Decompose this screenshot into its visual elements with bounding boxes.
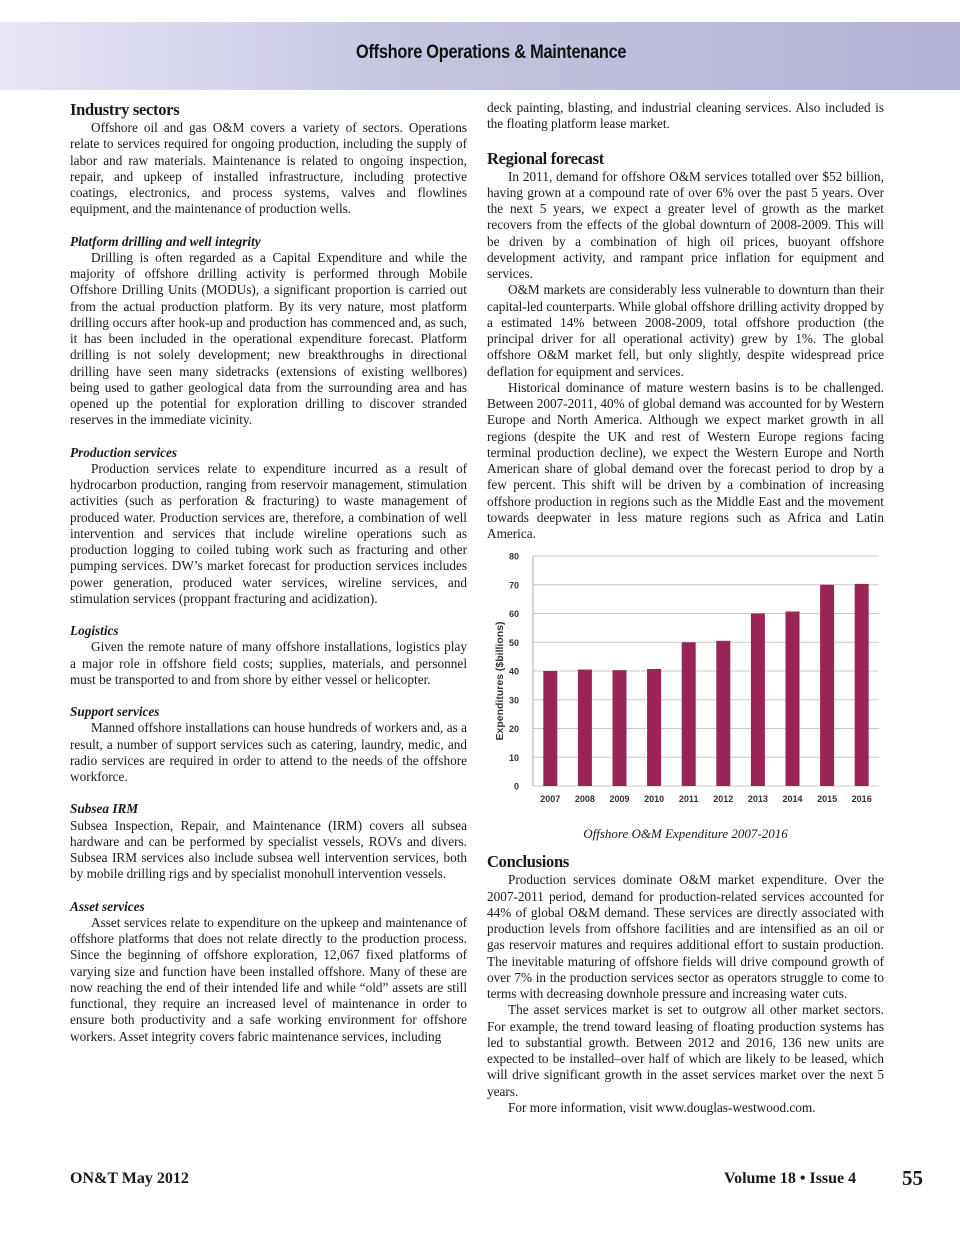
bar-2010: [647, 669, 661, 786]
y-axis-label: Expenditures ($billions): [494, 621, 506, 741]
x-tick-label: 2012: [713, 794, 734, 805]
paragraph-production: Production services relate to expenditure incurred as a result of hydrocarbon production, ranging from reservoir management, stimulation activities (such as perforation & fracturing) to waste management of produced water. Production services are, therefore, a combination of well intervention and services that include wireline operations such as production logging to coiled tubing work such as fracturing and other pumping services. DW’s market forecast for production services includes power generation, produced water services, wireline services, and stimulation services (proppant fracturing and acidization).: [70, 460, 467, 606]
paragraph-conclusions-1: Production services dominate O&M market expenditure. Over the 2007-2011 period, demand for production-related services accounted for 44% of global O&M demand. These services are directly associated with production levels from offshore facilities and are intensified as an oil or gas reservoir matures and requires additional effort to sustain production. The inevitable maturing of offshore fields will drive compound growth of over 7% in the production services sector as operators struggle to come to terms with decreasing downhole pressure and increasing water cuts.: [487, 872, 884, 1001]
bar-2009: [613, 670, 627, 786]
paragraph-logistics: Given the remote nature of many offshore installations, logistics play a major role in offshore field costs; supplies, materials, and personnel must be transported to and from shore by either vessel or helicopter.: [70, 639, 467, 687]
paragraph-subsea: Subsea Inspection, Repair, and Maintenance (IRM) covers all subsea hardware and can be performed by specialist vessels, ROVs and divers. Subsea IRM services also include subsea well intervention services, both by mobile drilling rigs and by specialist monohull intervention vessels.: [70, 817, 467, 882]
x-tick-label: 2015: [817, 794, 838, 805]
bar-2007: [543, 671, 557, 786]
heading-conclusions: Conclusions: [487, 852, 569, 872]
footer-volume: Volume 18 • Issue 4: [724, 1170, 857, 1187]
right-column: [487, 100, 884, 1116]
heading-production-services: Production services: [70, 444, 178, 460]
paragraph-regional-2: O&M markets are considerably less vulnerable to downturn than their capital-led counterparts. While global offshore drilling activity dropped by a estimated 14% between 2008-2009, total offshore production (the principal driver for all operational activity) grew by 1%. The global offshore O&M market fell, but only slightly, despite widespread price deflation for equipment and services.: [487, 282, 884, 379]
x-tick-label: 2008: [574, 794, 595, 805]
x-tick-label: 2010: [644, 794, 665, 805]
chart-caption: Offshore O&M Expenditure 2007-2016: [583, 826, 788, 842]
y-tick-label: 70: [508, 580, 519, 591]
page-number: 55: [902, 1166, 923, 1190]
x-tick-label: 2014: [782, 794, 803, 805]
heading-support-services: Support services: [70, 704, 160, 719]
paragraph-regional-3: Historical dominance of mature western basins is to be challenged. Between 2007-2011, 40% of global demand was accounted for by Western Europe and North America. Although we expect market growth in all regions (despite the UK and rest of Western Europe regions facing terminal production decline), we expect the Western Europe and North American share of global demand over the forecast period to drop by a few percent. This shift will be driven by a combination of increasing offshore production in regions such as the Middle East and the movement towards deepwater in less mature regions such as Africa and Latin America.: [487, 379, 884, 541]
heading-subsea-irm: Subsea IRM: [70, 801, 139, 817]
bar-chart-svg: [487, 548, 884, 826]
heading-industry-sectors: Industry sectors: [70, 100, 180, 119]
bar-2016: [855, 584, 869, 786]
bar-2013: [751, 614, 765, 787]
footer-issue-date: ON&T May 2012: [70, 1170, 189, 1187]
x-tick-label: 2009: [609, 794, 630, 805]
paragraph-asset-continued: deck painting, blasting, and industrial cleaning services. Also included is the floating platform lease market.: [487, 100, 884, 132]
y-tick-label: 40: [508, 666, 519, 677]
bar-2015: [820, 585, 834, 786]
heading-platform-drilling: Platform drilling and well integrity: [70, 233, 261, 249]
paragraph-regional-1: In 2011, demand for offshore O&M services totalled over $52 billion, having grown at a compound rate of over 6% over the past 5 years. Over the next 5 years, we expect a greater level of growth as the market recovers from the effects of the global downturn of 2008-2009. This will be driven by a combination of high oil prices, buoyant offshore development activity, and rampant price inflation for equipment and services.: [487, 168, 884, 281]
x-tick-label: 2016: [851, 794, 872, 805]
x-tick-label: 2007: [540, 794, 561, 805]
y-tick-label: 30: [508, 695, 519, 706]
section-title: Offshore Operations & Maintenance: [356, 42, 627, 63]
paragraph-conclusions-2: The asset services market is set to outgrow all other market sectors. For example, the trend toward leasing of floating production systems has led to substantial growth. Between 2012 and 2016, 136 new units are expected to be installed–over half of which are likely to be leased, which will drive significant growth in the asset services market over the next 5 years.: [487, 1002, 884, 1099]
bar-2012: [716, 641, 730, 786]
paragraph-conclusions-3: For more information, visit www.douglas-westwood.com.: [508, 1099, 816, 1115]
left-column: [70, 100, 467, 1045]
bar-2011: [682, 643, 696, 787]
x-tick-label: 2011: [678, 794, 699, 805]
paragraph-platform: Drilling is often regarded as a Capital Expenditure and while the majority of offshore drilling activity is performed through Mobile Offshore Drilling Units (MODUs), a significant proportion is carried out from the actual production platform. By its very nature, most platform drilling occurs after hook-up and production has commenced and, as such, it has been included in the operational expenditure forecast. Platform drilling is not solely development; new breakthroughs in directional drilling have seen many sidetracks (extensions of existing wellbores) being used to gather geological data from the surrounding area and has opened up the potential for exploration drilling to discover stranded reserves in the immediate vicinity.: [70, 249, 467, 428]
paragraph-support: Manned offshore installations can house hundreds of workers and, as a result, a number of support services such as catering, laundry, medic, and radio services are required in order to attend to the needs of the offshore workforce.: [70, 720, 467, 784]
y-tick-label: 20: [508, 724, 519, 735]
y-tick-label: 60: [508, 609, 519, 620]
heading-asset-services: Asset services: [70, 898, 145, 914]
y-tick-label: 80: [508, 551, 519, 562]
x-tick-label: 2013: [747, 794, 768, 805]
y-tick-label: 50: [508, 638, 519, 648]
heading-regional-forecast: Regional forecast: [487, 148, 604, 168]
paragraph-asset: Asset services relate to expenditure on the upkeep and maintenance of offshore platforms that does not relate directly to the production process. Since the beginning of offshore exploration, 12,067 fixed platforms of varying size and function have been installed offshore. Many of these are now reaching the end of their intended life and while “old” assets are still functional, they require an increased level of maintenance in order to ensure both productivity and a safe working environment for offshore workers. Asset integrity covers fabric maintenance services, including: [70, 914, 467, 1044]
y-tick-label: 10: [508, 753, 519, 763]
paragraph-industry: Offshore oil and gas O&M covers a variety of sectors. Operations relate to services required for ongoing production, including the supply of labor and raw materials. Maintenance is related to ongoing inspection, repair, and upkeep of installed infrastructure, including protective coatings, electronics, and process systems, valves and flowlines equipment, and the maintenance of production wells.: [70, 120, 467, 217]
y-tick-label: 0: [513, 781, 519, 792]
heading-logistics: Logistics: [70, 623, 119, 638]
bar-2014: [786, 612, 800, 787]
bar-2008: [578, 670, 592, 786]
expenditure-chart: [487, 548, 884, 826]
